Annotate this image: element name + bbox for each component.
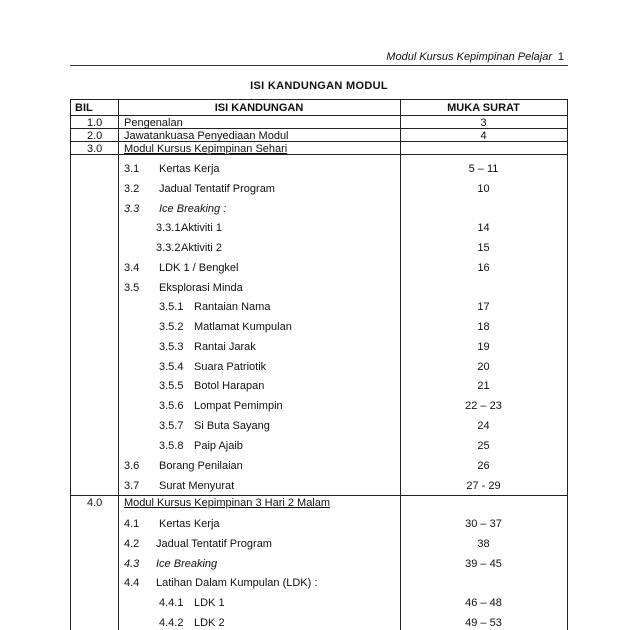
entry-number: 4.4.2 (159, 617, 184, 629)
entry-number: 4.4.1 (159, 597, 184, 609)
row-bil: 1.0 (87, 117, 103, 129)
document-title: ISI KANDUNGAN MODUL (250, 80, 388, 92)
entry-title: Pengenalan (124, 117, 183, 129)
page-number: 18 (477, 321, 490, 333)
page-number: 25 (477, 440, 490, 452)
entry-number: 3.5.3 (159, 341, 184, 353)
table-row-rule (70, 495, 568, 496)
entry-title: Borang Penilaian (159, 460, 243, 472)
entry-number: 4.1 (124, 518, 140, 530)
entry-title: Aktiviti 1 (181, 222, 222, 234)
page-number: 21 (477, 380, 490, 392)
toc-table (70, 99, 568, 630)
page-number: 39 – 45 (465, 558, 502, 570)
entry-title: Rantai Jarak (194, 341, 256, 353)
page-number: 30 – 37 (465, 518, 502, 530)
entry-number: 4.4 (124, 577, 140, 589)
entry-title: Latihan Dalam Kumpulan (LDK) : (156, 577, 318, 589)
header-page-number: 1 (557, 51, 564, 63)
page-number: 10 (477, 183, 490, 195)
entry-number: 3.3.2 (156, 242, 181, 254)
page-number: 5 – 11 (468, 163, 499, 175)
entry-number: 3.5.4 (159, 361, 184, 373)
entry-title: Ice Breaking (156, 558, 218, 570)
entry-title: Surat Menyurat (159, 480, 235, 492)
entry-title: Ice Breaking : (159, 203, 227, 215)
entry-number: 3.6 (124, 460, 140, 472)
entry-number: 3.1 (124, 163, 140, 175)
entry-title: Modul Kursus Kepimpinan Sehari (124, 143, 288, 155)
page-number: 24 (477, 420, 490, 432)
page-number: 3 (480, 117, 487, 129)
column-header-page: MUKA SURAT (447, 102, 520, 114)
header-rule (70, 65, 568, 66)
entry-number: 3.5.8 (159, 440, 184, 452)
entry-number: 3.5.2 (159, 321, 184, 333)
entry-title: Modul Kursus Kepimpinan 3 Hari 2 Malam (124, 497, 331, 509)
entry-title: Si Buta Sayang (194, 420, 270, 432)
entry-title: Jadual Tentatif Program (156, 538, 272, 550)
entry-title: Kertas Kerja (159, 518, 220, 530)
page-number: 49 – 53 (465, 617, 502, 629)
entry-number: 3.2 (124, 183, 140, 195)
entry-number: 3.3.1 (156, 222, 181, 234)
entry-number: 3.7 (124, 480, 140, 492)
entry-number: 4.2 (124, 538, 140, 550)
entry-title: LDK 2 (194, 617, 225, 629)
entry-number: 3.5.6 (159, 400, 184, 412)
entry-title: Kertas Kerja (159, 163, 220, 175)
entry-number: 3.5 (124, 282, 140, 294)
entry-title: Suara Patriotik (194, 361, 267, 373)
page-header (0, 50, 638, 66)
entry-number: 3.5.7 (159, 420, 184, 432)
entry-title: Lompat Pemimpin (194, 400, 283, 412)
page-number: 15 (477, 242, 490, 254)
table-header-rule (70, 115, 568, 116)
page-number: 19 (477, 341, 490, 353)
page-number: 22 – 23 (465, 400, 502, 412)
entry-number: 3.5.1 (159, 301, 184, 313)
table-border-top (70, 99, 568, 100)
entry-number: 3.4 (124, 262, 140, 274)
entry-number: 3.3 (124, 203, 140, 215)
header-title: Modul Kursus Kepimpinan Pelajar (386, 51, 552, 63)
entry-number: 4.3 (124, 558, 140, 570)
page-number: 14 (477, 222, 490, 234)
entry-title: Paip Ajaib (194, 440, 243, 452)
entry-title: Eksplorasi Minda (159, 282, 243, 294)
page-number: 17 (477, 301, 490, 313)
entry-number: 3.5.5 (159, 380, 184, 392)
entry-title: Rantaian Nama (194, 301, 271, 313)
page-number: 16 (477, 262, 490, 274)
row-bil: 2.0 (87, 130, 103, 142)
entry-title: Botol Harapan (194, 380, 265, 392)
table-border-right (567, 99, 568, 630)
page-number: 46 – 48 (465, 597, 502, 609)
table-divider-bil (118, 99, 119, 630)
page-number: 26 (477, 460, 490, 472)
entry-title: Jawatankuasa Penyediaan Modul (124, 130, 289, 142)
entry-title: LDK 1 (194, 597, 225, 609)
column-header-bil: BIL (75, 102, 93, 114)
page-number: 4 (480, 130, 487, 142)
page-number: 38 (477, 538, 490, 550)
entry-title: LDK 1 / Bengkel (159, 262, 239, 274)
column-header-content: ISI KANDUNGAN (214, 102, 304, 114)
row-bil: 3.0 (87, 143, 103, 155)
page-number: 20 (477, 361, 490, 373)
entry-title: Jadual Tentatif Program (159, 183, 275, 195)
page-number: 27 - 29 (466, 480, 501, 492)
row-bil: 4.0 (87, 497, 103, 509)
entry-title: Aktiviti 2 (181, 242, 222, 254)
table-border-left (70, 99, 71, 630)
entry-title: Matlamat Kumpulan (194, 321, 292, 333)
